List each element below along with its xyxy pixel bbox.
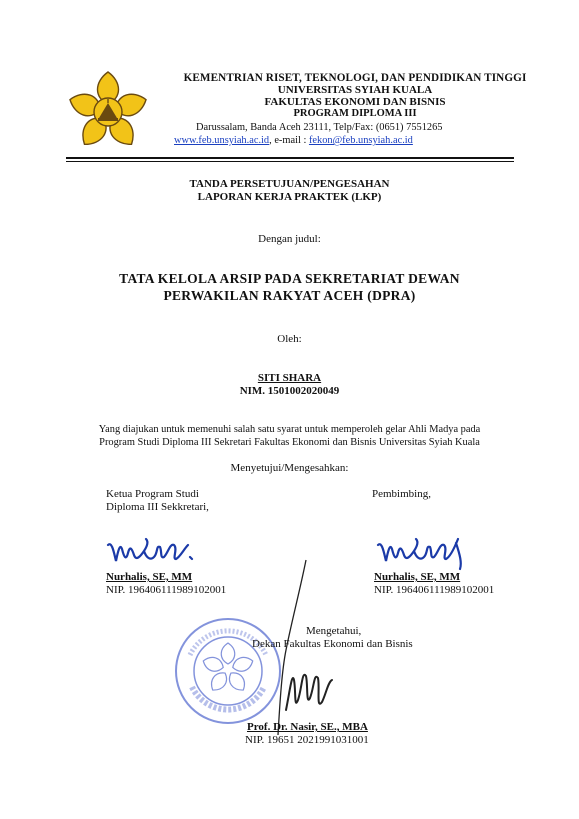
- faculty-stamp: [172, 615, 284, 727]
- report-title-line1: TATA KELOLA ARSIP PADA SEKRETARIAT DEWAN: [119, 271, 460, 286]
- website-link[interactable]: www.feb.unsyiah.ac.id: [174, 135, 270, 146]
- faculty-name: FAKULTAS EKONOMI DAN BISNIS: [264, 96, 446, 108]
- left-signatory-name: Nurhalis, SE, MM: [106, 571, 193, 583]
- dean-signature: [272, 560, 352, 740]
- student-nim: NIM. 1501002020049: [239, 385, 340, 397]
- right-signatory-name: Nurhalis, SE, MM: [374, 571, 461, 583]
- approval-heading: Menyetujui/Mengesahkan:: [230, 462, 349, 474]
- right-signatory-nip: NIP. 196406111989102001: [374, 584, 495, 596]
- dean-role: Dekan Fakultas Ekonomi dan Bisnis: [252, 638, 413, 650]
- ministry-name: KEMENTRIAN RISET, TEKNOLOGI, DAN PENDIDIKAN TINGGI: [183, 72, 527, 84]
- left-signature: [104, 535, 214, 571]
- document-subtype: LAPORAN KERJA PRAKTEK (LKP): [197, 191, 382, 203]
- university-name: UNIVERSITAS SYIAH KUALA: [277, 84, 433, 96]
- dean-name: Prof. Dr. Nasir, SE., MBA: [247, 721, 368, 733]
- contact-line: [174, 135, 413, 146]
- left-signatory-role1: Ketua Program Studi: [106, 488, 199, 500]
- address: Darussalam, Banda Aceh 23111, Telp/Fax: (0651) 7551265: [196, 122, 443, 133]
- title-intro: Dengan judul:: [258, 233, 321, 245]
- header-rule-thin: [66, 161, 514, 162]
- email-label: , e-mail :: [269, 135, 309, 146]
- right-signature: [374, 535, 484, 571]
- left-signatory-role2: Diploma III Sekkretari,: [106, 501, 209, 513]
- dean-intro: Mengetahui,: [306, 625, 362, 637]
- dean-nip: NIP. 19651 2021991031001: [245, 734, 369, 746]
- header-rule-thick: [66, 157, 514, 159]
- left-signatory-nip: NIP. 196406111989102001: [106, 584, 227, 596]
- author-intro: Oleh:: [277, 333, 302, 345]
- report-title-line2: PERWAKILAN RAKYAT ACEH (DPRA): [163, 288, 416, 303]
- purpose-line1: Yang diajukan untuk memenuhi salah satu syarat untuk memperoleh gelar Ahli Madya pada: [98, 424, 481, 435]
- email-link[interactable]: fekon@feb.unsyiah.ac.id: [308, 135, 413, 146]
- document-type: TANDA PERSETUJUAN/PENGESAHAN: [189, 178, 390, 190]
- student-name: SITI SHARA: [257, 372, 322, 384]
- purpose-line2: Program Studi Diploma III Sekretari Fakultas Ekonomi dan Bisnis Universitas Syiah Kuala: [99, 437, 480, 448]
- university-logo: [66, 68, 150, 152]
- program-name: PROGRAM DIPLOMA III: [293, 108, 417, 119]
- right-signatory-role: Pembimbing,: [372, 488, 431, 500]
